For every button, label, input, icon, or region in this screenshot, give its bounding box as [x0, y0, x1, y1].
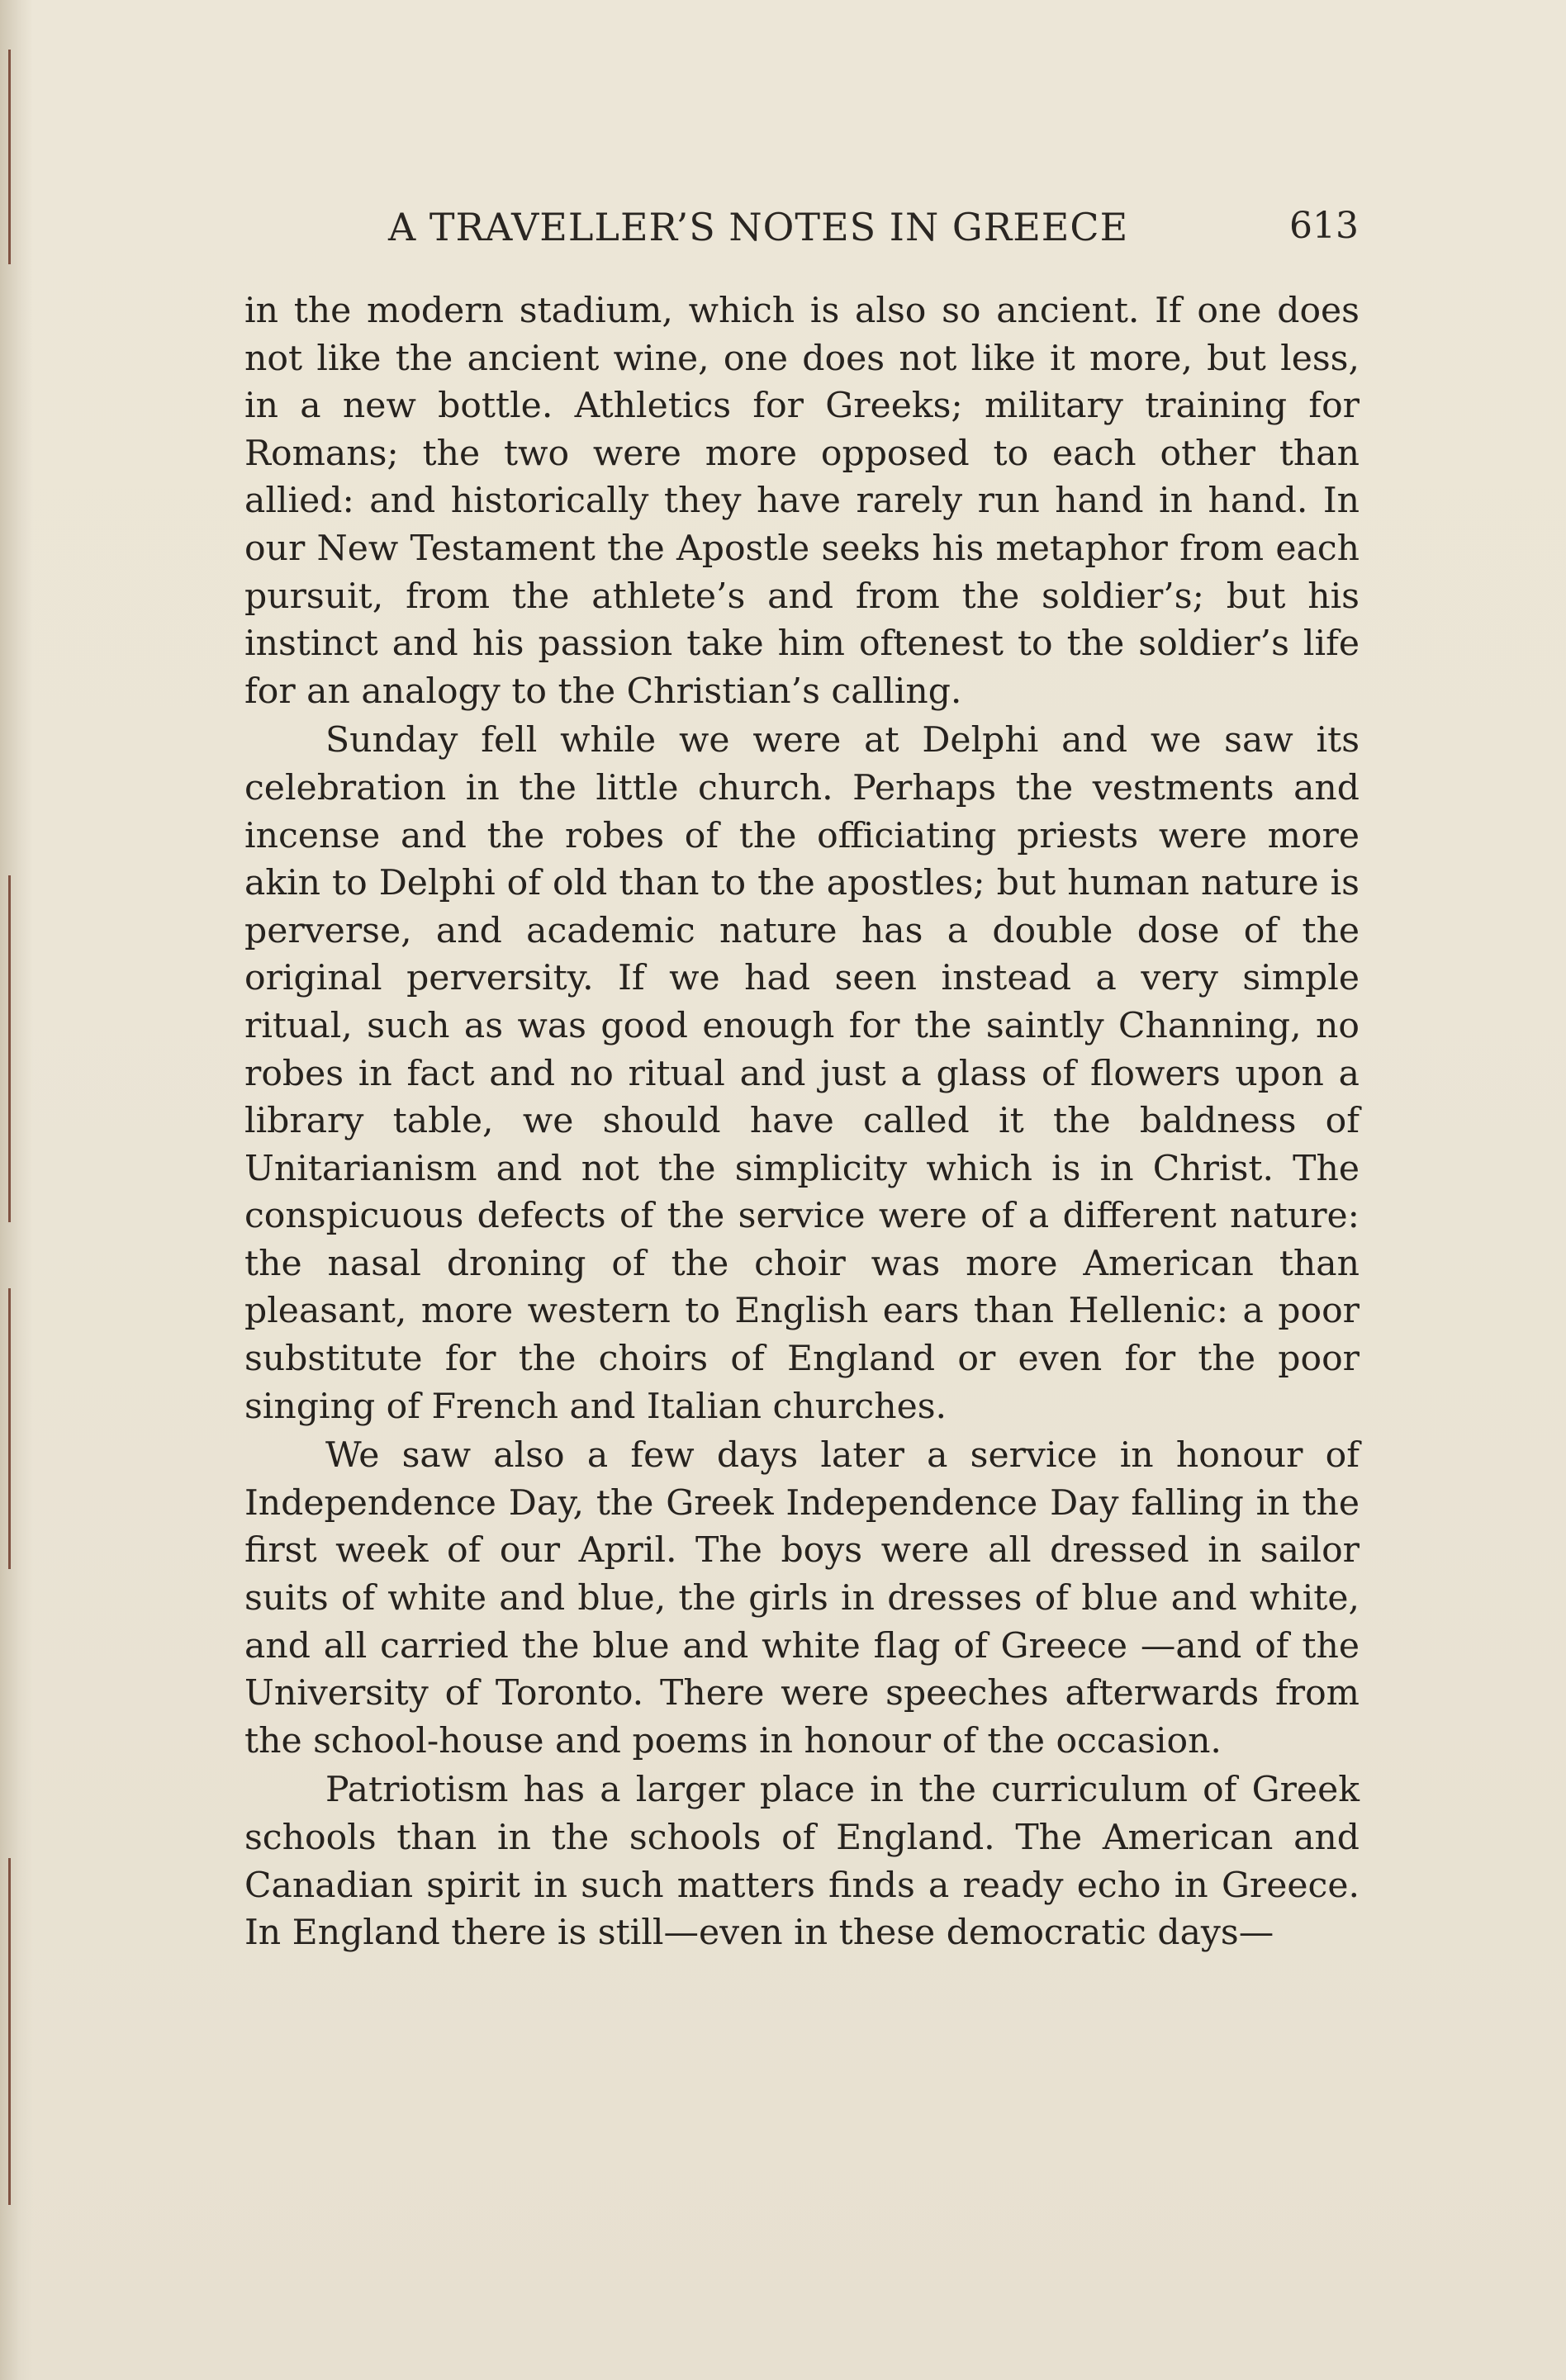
body-text	[244, 287, 1360, 1957]
page-number: 613	[1289, 205, 1359, 247]
gutter-edge-mark	[8, 1288, 11, 1569]
paragraph-1: in the modern stadium, which is also so ancient. If one does not like the ancient wine, one does not like it more, but less, in a new bottle. Athletics for Greeks; military training for Romans; the two were more opposed to each other than allied: and historically they have rarely run hand in hand. In our New Testament the Apostle seeks his metaphor from each pursuit, from the athlete’s and from the soldier’s; but his instinct and his passion take him oftenest to the soldier’s life for an analogy to the Christian’s calling.	[244, 291, 1360, 712]
binding-gutter	[0, 0, 33, 2380]
gutter-edge-mark	[8, 50, 11, 264]
paragraph-2: Sunday fell while we were at Delphi and we saw its celebration in the little church. Perhaps the vestments and incense and the robes of the officiating priests were more akin to Delphi of old than to the apostles; but human nature is perverse, and academic nature has a double dose of the original perversity. If we had seen instead a very simple ritual, such as was good enough for the saintly Channing, no robes in fact and no ritual and just a glass of flowers upon a library table, we should have called it the baldness of Unitarianism and not the simplicity which is in Christ. The conspicuous defects of the service were of a different nature: the nasal droning of the choir was more American than pleasant, more western to English ears than Hellenic: a poor substitute for the choirs of England or even for the poor singing of French and Italian churches.	[244, 720, 1360, 1427]
running-title: A TRAVELLER’S NOTES IN GREECE	[388, 205, 1129, 249]
gutter-edge-mark	[8, 875, 11, 1222]
paragraph-4: Patriotism has a larger place in the curriculum of Greek schools than in the schools of England. The American and Canadian spirit in such matters finds a ready echo in Greece. In England there is still—even in these democratic days—	[244, 1770, 1360, 1954]
paragraph-3: We saw also a few days later a service in honour of Independence Day, the Greek Independence Day falling in the first week of our April. The boys were all dressed in sailor suits of white and blue, the girls in dresses of blue and white, and all carried the blue and white flag of Greece —and of the University of Toronto. There were speeches afterwards from the school-house and poems in honour of the occasion.	[244, 1435, 1360, 1761]
gutter-edge-mark	[8, 1858, 11, 2205]
running-header	[388, 205, 1359, 263]
